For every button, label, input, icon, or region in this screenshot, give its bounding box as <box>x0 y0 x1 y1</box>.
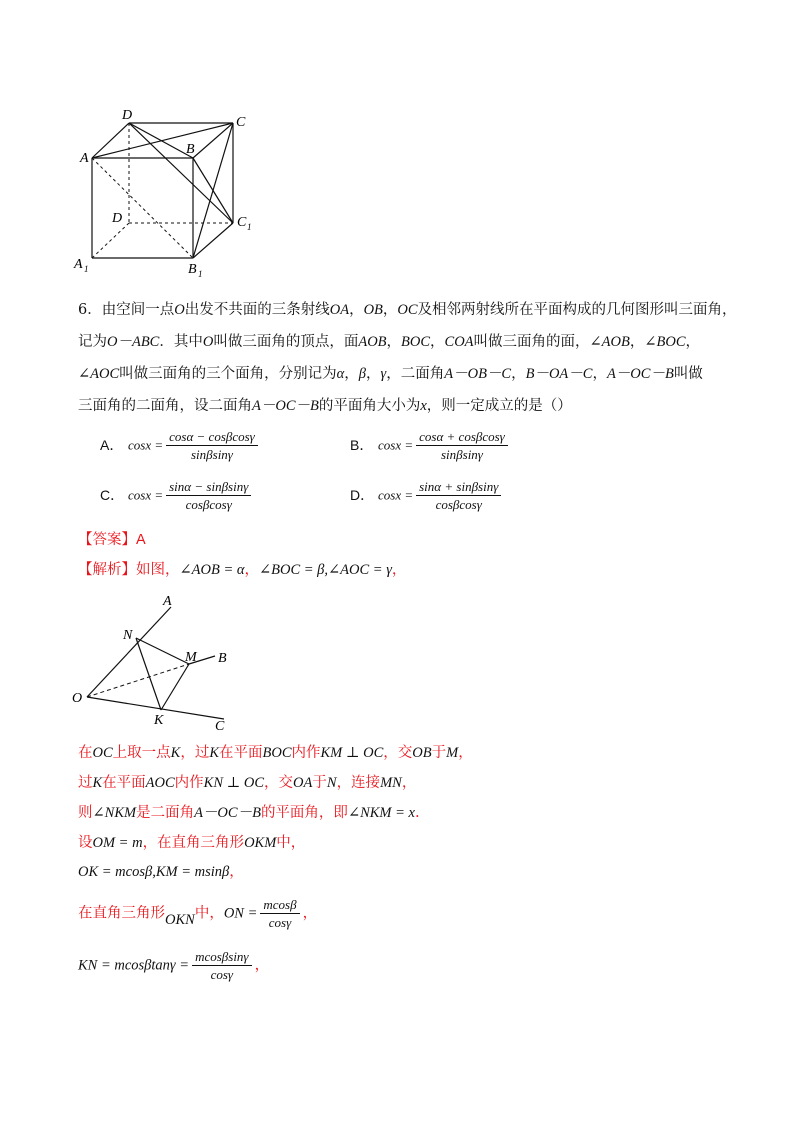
fig2-label-K: K <box>154 713 164 728</box>
problem-line-2: 记为O－ABC．其中O叫做三面角的顶点，面AOB，BOC，COA叫做三面角的面，∠AOB，∠BOC， <box>78 334 701 350</box>
option-d[interactable]: D． cosx = $\frac{\sin\alpha + \sin\beta\sin\gamma}{\cos\beta\cos\gamma}$ <box>350 478 504 513</box>
answer-line <box>78 530 146 550</box>
label-A: A <box>80 151 89 166</box>
fig2-label-A: A <box>163 594 172 609</box>
step-5: OK = mcosβ,KM = msinβ， <box>78 864 244 880</box>
label-B1-sub: 1 <box>198 269 203 279</box>
answer-value: A <box>136 532 146 548</box>
label-A1-sub: 1 <box>84 264 89 274</box>
fig2-label-B: B <box>218 651 227 666</box>
analysis-line: 【解析】如图，∠AOB = α，∠BOC = β,∠AOC = γ， <box>78 562 407 578</box>
option-a[interactable]: A． cosx = $\frac{\cos\alpha - \cos\beta\cos\gamma}{\sin\beta\sin\gamma}$ <box>100 428 261 463</box>
option-c[interactable]: C． cosx = $\frac{\sin\alpha - \sin\beta\sin\gamma}{\cos\beta\cos\gamma}$ <box>100 478 254 513</box>
option-b[interactable]: B． cosx = $\frac{\cos\alpha + \cos\beta\cos\gamma}{\sin\beta\sin\gamma}$ <box>350 428 511 463</box>
label-B1: B <box>188 262 197 277</box>
label-B: B <box>186 142 195 157</box>
problem-line-1: 6．由空间一点O出发不共面的三条射线OA，OB，OC及相邻两射线所在平面构成的几何图形叫三面角， <box>78 302 737 318</box>
cube-figure <box>70 100 270 285</box>
label-A1: A <box>74 257 83 272</box>
fig2-label-C: C <box>215 719 225 734</box>
fig2-label-N: N <box>123 628 133 643</box>
step-6: 在直角三角形OKN中，ON = $\frac{mcos\beta}{\cos\gamma}$ ， <box>78 897 318 930</box>
step-7: KN = mcosβtanγ = $\frac{mcos\beta\sin\gamma}{\cos\gamma}$ ， <box>78 949 270 982</box>
label-D1: D <box>112 211 123 226</box>
step-2: 过K在平面AOC内作KN ⊥ OC，交OA于N，连接MN， <box>78 775 417 791</box>
step-1: 在OC上取一点K，过K在平面BOC内作KM ⊥ OC，交OB于M， <box>78 745 473 761</box>
step-3: 则∠NKM是二面角A－OC－B的平面角，即∠NKM = x. <box>78 805 420 821</box>
problem-line-3: ∠AOC叫做三面角的三个面角，分别记为α，β，γ，二面角A－OB－C，B－OA－C，A－OC－B叫做 <box>78 366 703 382</box>
answer-tag: 【答案】 <box>78 532 136 548</box>
label-D: D <box>122 108 133 123</box>
step-4: 设OM = m，在直角三角形OKM中， <box>78 835 306 851</box>
label-C1: C <box>237 215 247 230</box>
label-C: C <box>236 115 246 130</box>
fig2-label-M: M <box>185 650 197 665</box>
problem-line-4: 三面角的二面角，设二面角A－OC－B的平面角大小为x，则一定成立的是（） <box>78 398 572 414</box>
fig2-label-O: O <box>72 691 83 706</box>
label-C1-sub: 1 <box>247 222 252 232</box>
trihedral-figure <box>70 585 250 735</box>
